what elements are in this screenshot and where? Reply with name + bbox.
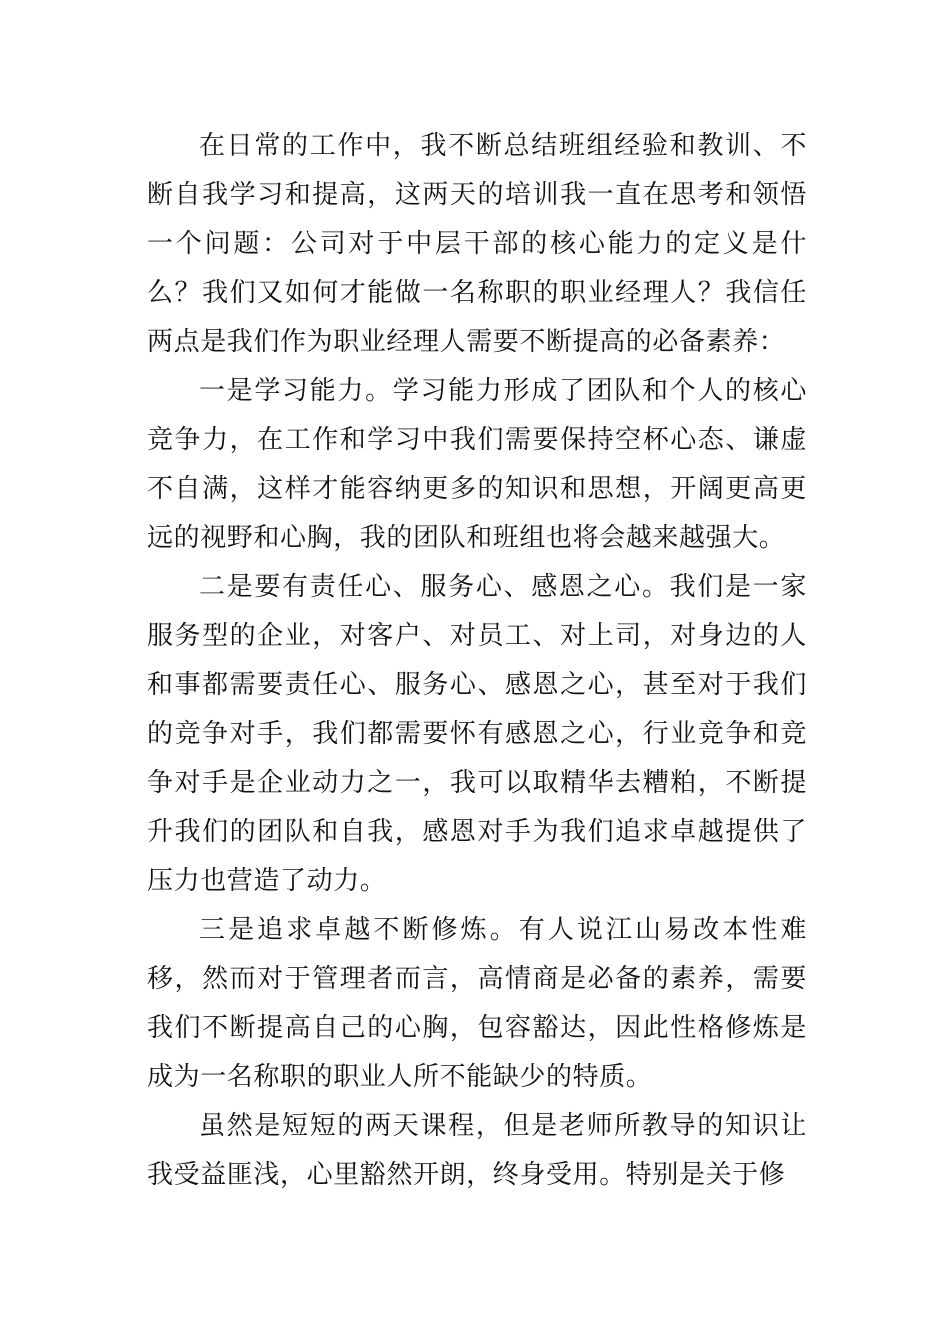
paragraph-responsibility: 二是要有责任心、服务心、感恩之心。我们是一家服务型的企业，对客户、对员工、对上司，对身边的人和事都需要责任心、服务心、感恩之心，甚至对于我们的竞争对手，我们都需要怀有感恩之心，行业竞争和竞争对手是企业动力之一，我可以取精华去糟粕，不断提升我们的团队和自我，感恩对手为我们追求卓越提供了压力也营造了动力。: [147, 572, 807, 896]
document-body: [147, 122, 807, 1200]
paragraph-pursue-excellence: 三是追求卓越不断修炼。有人说江山易改本性难移，然而对于管理者而言，高情商是必备的素养，需要我们不断提高自己的心胸，包容豁达，因此性格修炼是成为一名称职的职业人所不能缺少的特质。: [147, 915, 807, 1092]
paragraph-learning-ability: 一是学习能力。学习能力形成了团队和个人的核心竞争力，在工作和学习中我们需要保持空杯心态、谦虚不自满，这样才能容纳更多的知识和思想，开阔更高更远的视野和心胸，我的团队和班组也将会越来越强大。: [147, 376, 807, 553]
paragraph-intro: 在日常的工作中，我不断总结班组经验和教训、不断自我学习和提高，这两天的培训我一直在思考和领悟一个问题：公司对于中层干部的核心能力的定义是什么？我们又如何才能做一名称职的职业经理人？我信任两点是我们作为职业经理人需要不断提高的必备素养：: [147, 131, 807, 357]
paragraph-course-summary: 虽然是短短的两天课程，但是老师所教导的知识让我受益匪浅，心里豁然开朗，终身受用。特别是关于修: [147, 1111, 807, 1190]
